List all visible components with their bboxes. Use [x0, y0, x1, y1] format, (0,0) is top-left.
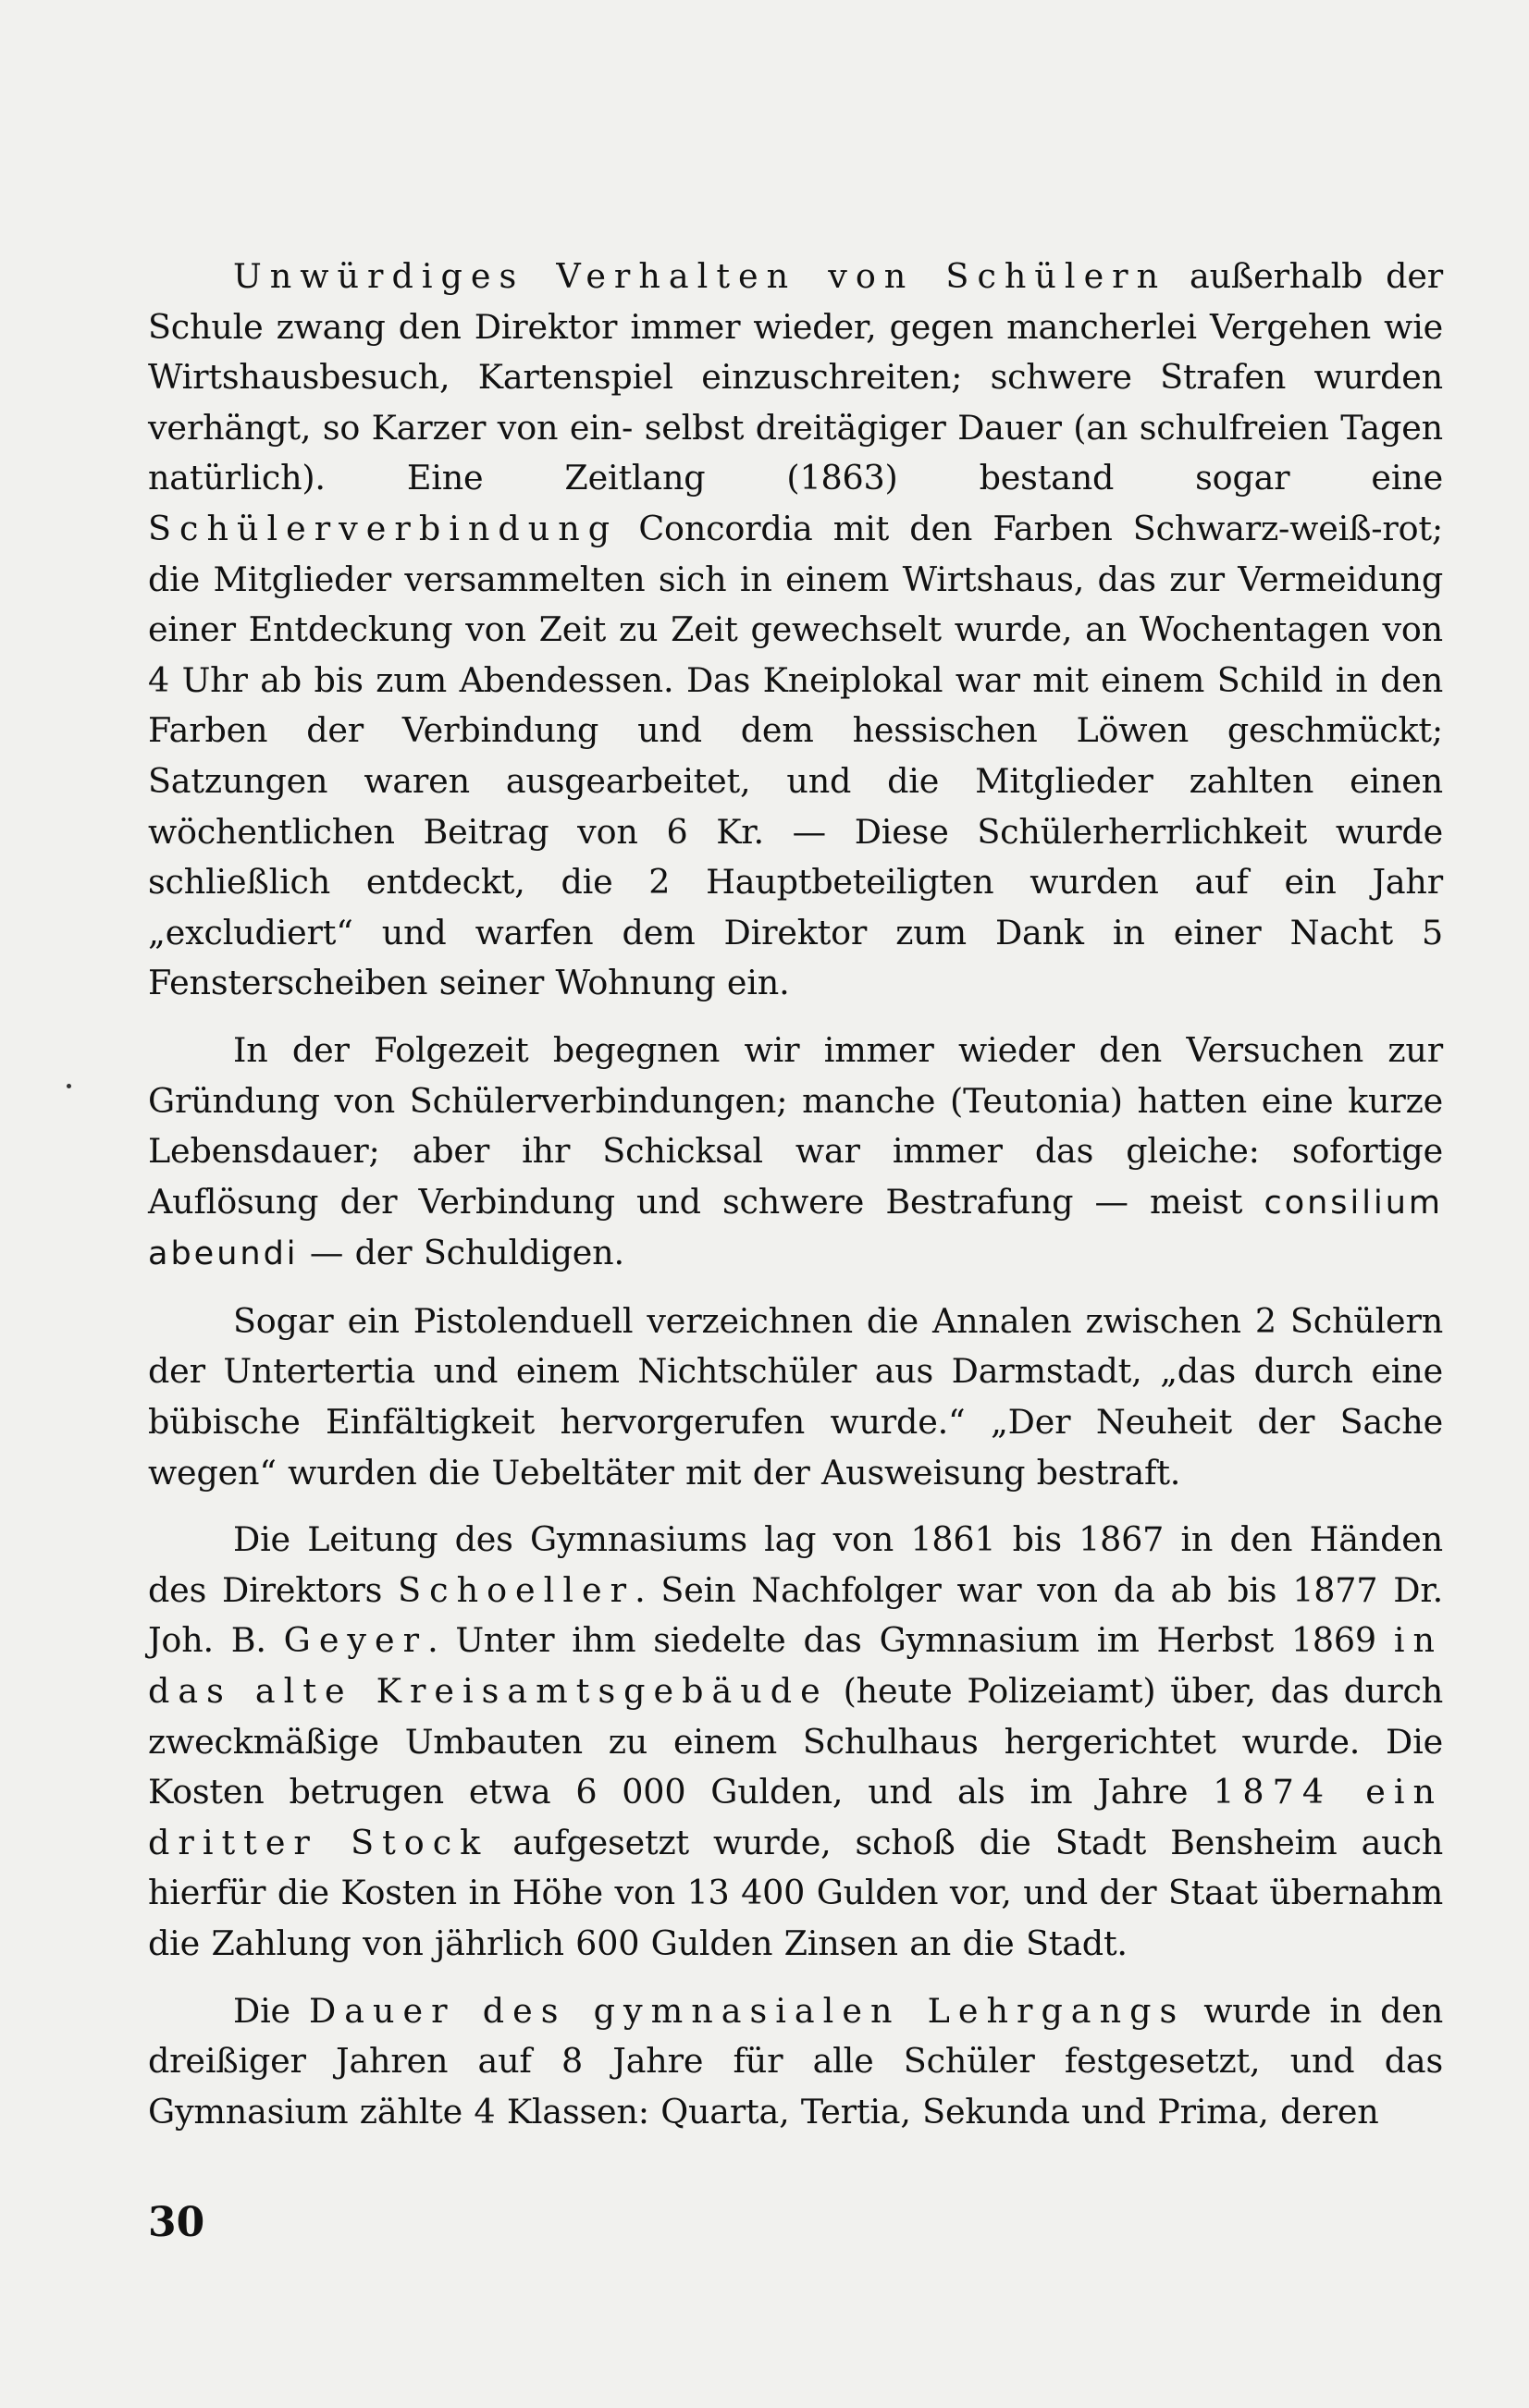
text-run: Die Leitung des Gymnasiums lag von 1861 bis 1867 in den Händen des Direktors [148, 1519, 1443, 1610]
spaced-emphasis: Unwürdiges Verhalten von Schülern [233, 256, 1167, 296]
paragraph-5 [148, 1986, 1443, 2138]
paragraph-2 [148, 1026, 1443, 1280]
spaced-emphasis: 1874 ein dritter Stock [148, 1772, 1443, 1862]
page-number: 30 [148, 2199, 205, 2246]
text-run: Sogar ein Pistolenduell verzeichnen die Annalen zwischen 2 Schülern der Untertertia und einem Nichtschüler aus Darmstadt, „das durch eine bübische Einfältigkeit hervorgerufen wurde.“ „Der Neuheit der Sache wegen“ wurden die Uebeltäter mit der Ausweisung bestraft. [148, 1300, 1443, 1493]
paragraph-4 [148, 1515, 1443, 1969]
text-run: (heute Polizeiamt) über, das durch zweckmäßige Umbauten zu einem Schulhaus hergerichtet wurde. Die Kosten betrugen etwa 6 000 Gulden, und als im Jahre [148, 1671, 1444, 1812]
text-run: aufgesetzt wurde, schoß die Stadt Bensheim auch hierfür die Kosten in Höhe von 13 400 Gulden vor, und der Staat übernahm die Zahlung von jährlich 600 Gulden Zinsen an die Stadt. [148, 1822, 1443, 1963]
text-run: In der Folgezeit begegnen wir immer wieder den Versuchen zur Gründung von Schülerverbindungen; manche (Teutonia) hatten eine kurze Lebensdauer; aber ihr Schicksal war immer das gleiche: sofortige Auflösung der Verbindung und schwere Bestrafung — meist [148, 1029, 1443, 1222]
text-run: außerhalb der Schule zwang den Direktor immer wieder, gegen mancherlei Vergehen wie Wirtshausbesuch, Kartenspiel einzuschreiten; schwere Strafen wurden verhängt, so Karzer von ein- selbst dreitägiger Dauer (an schulfreien Tagen natürlich). Eine Zeitlang (1863) bestand sogar eine [148, 256, 1443, 498]
paragraph-1 [148, 252, 1443, 1009]
text-run: . Unter ihm siedelte das Gymnasium im Herbst 1869 [427, 1620, 1394, 1661]
book-page-body [148, 252, 1443, 2154]
text-run: Concordia mit den Farben Schwarz-weiß-rot; die Mitglieder versammelten sich in einem Wirtshaus, das zur Vermeidung einer Entdeckung von Zeit zu Zeit gewechselt wurde, an Wochentagen von 4 Uhr ab bis zum Abendessen. Das Kneiplokal war mit einem Schild in den Farben der Verbindung und dem hessischen Löwen geschmückt; Satzungen waren ausgearbeitet, und die Mitglieder zahlten einen wöchentlichen Beitrag von 6 Kr. — Diese Schülerherrlichkeit wurde schließlich entdeckt, die 2 Hauptbeteiligten wurden auf ein Jahr „excludiert“ und warfen dem Direktor zum Dank in einer Nacht 5 Fensterscheiben seiner Wohnung ein. [148, 508, 1443, 1003]
text-run: wurde in den dreißiger Jahren auf 8 Jahre für alle Schüler festgesetzt, und das Gymnasium zählte 4 Klassen: Quarta, Tertia, Sekunda und Prima, deren [148, 1990, 1444, 2132]
latin-phrase: consilium abeundi [148, 1184, 1443, 1273]
spaced-emphasis: in das alte Kreisamtsgebäude [148, 1620, 1443, 1712]
text-run: — der Schuldigen. [298, 1233, 624, 1273]
spaced-emphasis: Schülerverbindung [148, 508, 619, 548]
spaced-emphasis: Dauer des gymnasialen Lehrgangs [308, 1990, 1186, 2031]
text-run: . Sein Nachfolger war von da ab bis 1877 Dr. Joh. B. [148, 1569, 1443, 1661]
spaced-emphasis: Schoeller [398, 1569, 635, 1610]
paragraph-3 [148, 1296, 1443, 1498]
spaced-emphasis: Geyer [283, 1620, 428, 1661]
print-speck [67, 1084, 71, 1088]
text-run: Die [233, 1990, 309, 2031]
